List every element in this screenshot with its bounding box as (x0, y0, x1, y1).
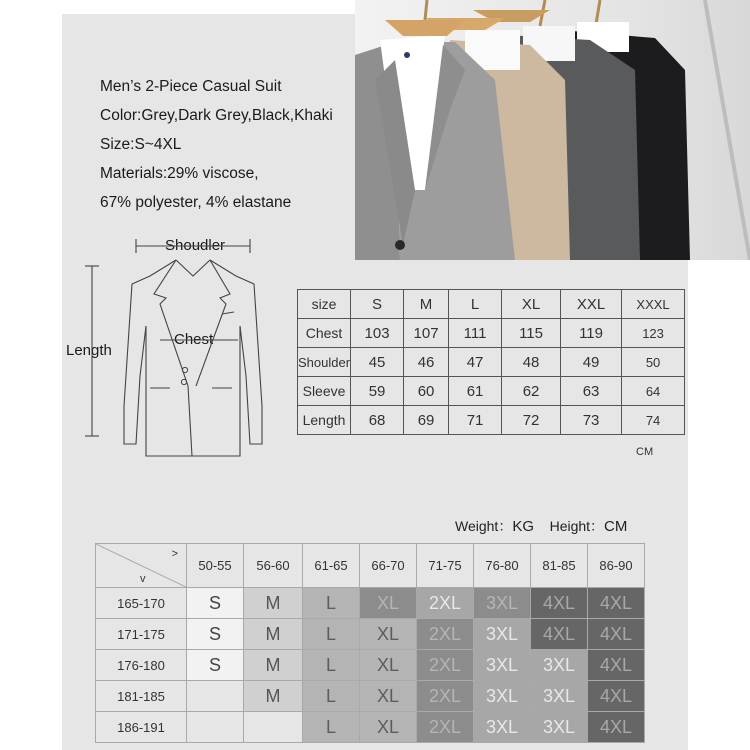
fit-size-cell: XL (360, 681, 417, 712)
fit-size-cell: S (187, 619, 244, 650)
fit-row (96, 712, 645, 743)
fit-size-cell: S (187, 588, 244, 619)
fit-size-cell: 4XL (531, 619, 588, 650)
size-chart-row (298, 406, 685, 435)
fit-size-cell: 3XL (531, 650, 588, 681)
fit-size-cell: L (303, 650, 360, 681)
fit-size-cell: 3XL (474, 650, 531, 681)
size-value: 68 (351, 406, 404, 435)
corner-arrow-right: > (171, 548, 178, 560)
weight-header-cell: 61-65 (303, 544, 360, 588)
fit-size-cell: XL (360, 650, 417, 681)
size-value: 47 (449, 348, 502, 377)
size-header-cell: L (449, 290, 502, 319)
fit-size-cell: 2XL (417, 712, 474, 743)
fit-legend (455, 516, 627, 536)
fit-size-cell: 4XL (588, 712, 645, 743)
fit-size-cell: M (244, 588, 303, 619)
size-value: 48 (502, 348, 561, 377)
size-chart-header-row (298, 290, 685, 319)
fit-size-cell: 2XL (417, 681, 474, 712)
size-value: 60 (404, 377, 449, 406)
fit-size-cell: 2XL (417, 650, 474, 681)
product-title: Men’s 2-Piece Casual Suit (100, 78, 282, 95)
fit-size-cell: XL (360, 619, 417, 650)
measure-label: Chest (298, 319, 351, 348)
measure-label: Sleeve (298, 377, 351, 406)
size-value: 46 (404, 348, 449, 377)
size-value: 73 (561, 406, 622, 435)
fit-size-cell: XL (360, 588, 417, 619)
length-label: Length (66, 342, 112, 359)
fit-size-cell: 2XL (417, 588, 474, 619)
fit-row (96, 588, 645, 619)
weight-header-cell: 56-60 (244, 544, 303, 588)
fit-row (96, 619, 645, 650)
weight-header-cell: 66-70 (360, 544, 417, 588)
fit-size-cell (244, 712, 303, 743)
fit-size-cell (187, 712, 244, 743)
fit-size-cell: 4XL (588, 588, 645, 619)
size-chart-row (298, 377, 685, 406)
size-value: 71 (449, 406, 502, 435)
fit-size-cell: XL (360, 712, 417, 743)
fit-size-cell: L (303, 681, 360, 712)
fit-size-cell: 4XL (588, 619, 645, 650)
product-photo (355, 0, 750, 260)
fit-size-cell: 4XL (531, 588, 588, 619)
size-value: 119 (561, 319, 622, 348)
weight-header-cell: 76-80 (474, 544, 531, 588)
weight-unit: KG (512, 518, 535, 535)
fit-size-cell: M (244, 650, 303, 681)
fit-size-cell: 4XL (588, 650, 645, 681)
size-value: 50 (622, 348, 685, 377)
fit-size-cell: 4XL (588, 681, 645, 712)
shoulder-label: Shoudler (165, 237, 226, 254)
fit-size-cell: M (244, 681, 303, 712)
fit-size-cell: 3XL (474, 712, 531, 743)
fit-size-cell: 2XL (417, 619, 474, 650)
height-cell: 165-170 (96, 588, 187, 619)
size-unit-label: CM (636, 446, 654, 458)
fit-corner-cell (96, 544, 187, 588)
weight-label: Weight： (455, 518, 513, 534)
suits-on-hangers-image (355, 0, 750, 260)
height-cell: 186-191 (96, 712, 187, 743)
fit-size-cell: L (303, 619, 360, 650)
size-header-cell: XXL (561, 290, 622, 319)
size-chart-table (297, 289, 685, 435)
fit-size-cell: 3XL (474, 588, 531, 619)
measure-label: Shoulder (298, 348, 351, 377)
chest-label: Chest (174, 331, 214, 348)
height-cell: 171-175 (96, 619, 187, 650)
product-sizes: Size:S~4XL (100, 136, 182, 153)
weight-header-cell: 86-90 (588, 544, 645, 588)
size-header-cell: size (298, 290, 351, 319)
fit-size-cell: 3XL (474, 681, 531, 712)
weight-header-cell: 71-75 (417, 544, 474, 588)
size-value: 72 (502, 406, 561, 435)
height-unit: CM (604, 518, 628, 535)
size-chart-row (298, 319, 685, 348)
fit-size-cell: 3XL (531, 712, 588, 743)
size-value: 45 (351, 348, 404, 377)
fit-size-cell: L (303, 712, 360, 743)
product-colors: Color:Grey,Dark Grey,Black,Khaki (100, 107, 333, 124)
jacket-outline-icon (80, 236, 280, 466)
size-value: 61 (449, 377, 502, 406)
size-header-cell: XL (502, 290, 561, 319)
size-value: 59 (351, 377, 404, 406)
product-materials: Materials:29% viscose, (100, 165, 259, 182)
size-header-cell: S (351, 290, 404, 319)
fit-chart-table (95, 543, 645, 743)
size-header-cell: M (404, 290, 449, 319)
size-value: 62 (502, 377, 561, 406)
size-value: 63 (561, 377, 622, 406)
fit-row (96, 681, 645, 712)
weight-header-cell: 50-55 (187, 544, 244, 588)
height-cell: 176-180 (96, 650, 187, 681)
fit-size-cell (187, 681, 244, 712)
corner-arrow-down: v (140, 573, 146, 585)
fit-row (96, 650, 645, 681)
fit-header-row (96, 544, 645, 588)
fit-size-cell: 3XL (474, 619, 531, 650)
size-header-cell: XXXL (622, 290, 685, 319)
size-value: 103 (351, 319, 404, 348)
fit-size-cell: M (244, 619, 303, 650)
fit-size-cell: 3XL (531, 681, 588, 712)
height-label: Height： (549, 518, 605, 534)
size-value: 69 (404, 406, 449, 435)
measure-label: Length (298, 406, 351, 435)
size-value: 123 (622, 319, 685, 348)
size-value: 49 (561, 348, 622, 377)
size-value: 111 (449, 319, 502, 348)
weight-header-cell: 81-85 (531, 544, 588, 588)
size-value: 74 (622, 406, 685, 435)
product-materials-cont: 67% polyester, 4% elastane (100, 194, 292, 211)
size-value: 107 (404, 319, 449, 348)
size-value: 64 (622, 377, 685, 406)
product-info (100, 72, 350, 217)
size-value: 115 (502, 319, 561, 348)
fit-size-cell: S (187, 650, 244, 681)
size-chart-row (298, 348, 685, 377)
fit-size-cell: L (303, 588, 360, 619)
height-cell: 181-185 (96, 681, 187, 712)
